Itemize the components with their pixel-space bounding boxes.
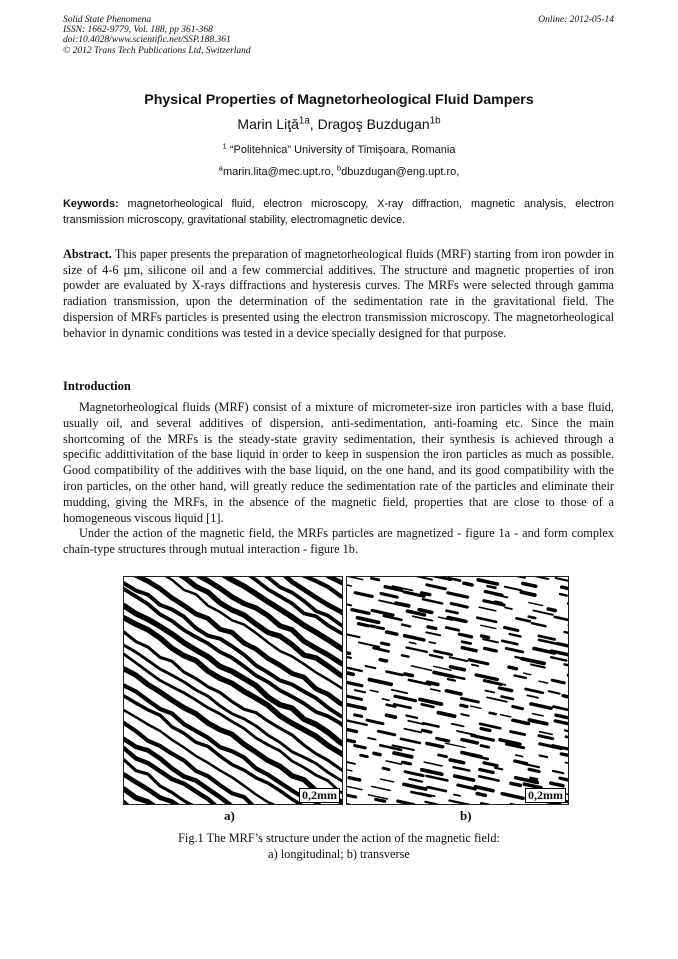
particle-cluster (558, 644, 569, 648)
subfigure-label: a) (224, 808, 235, 823)
particle-cluster (387, 672, 403, 676)
particle-cluster (376, 799, 385, 801)
particle-cluster (370, 680, 392, 685)
particle-cluster (407, 648, 427, 652)
email-superscript: a (218, 163, 223, 173)
particle-cluster (347, 604, 351, 606)
particle-cluster (539, 636, 555, 640)
particle-cluster (383, 768, 389, 769)
particle-cluster (359, 624, 369, 626)
particle-cluster (427, 585, 445, 589)
particle-cluster (401, 739, 420, 743)
particle-cluster (394, 753, 412, 757)
particle-cluster (565, 632, 570, 635)
particle-cluster (555, 721, 569, 726)
abstract-block (63, 247, 614, 341)
particle-cluster (539, 681, 548, 683)
particle-cluster (367, 720, 383, 724)
particle-cluster (462, 740, 477, 743)
particle-cluster (413, 616, 433, 620)
particle-cluster (529, 617, 536, 618)
particle-cluster (347, 667, 362, 671)
particle-cluster (425, 802, 436, 805)
particle-cluster (524, 673, 531, 675)
particle-cluster (471, 706, 481, 708)
particle-cluster (439, 755, 447, 757)
particle-cluster (472, 665, 478, 666)
particle-cluster (347, 739, 354, 742)
particle-cluster (355, 715, 362, 717)
particle-cluster (374, 753, 380, 754)
particle-cluster (529, 769, 539, 771)
particle-cluster (553, 771, 563, 773)
particle-cluster (372, 786, 390, 790)
particle-cluster (387, 632, 397, 634)
particle-cluster (427, 776, 448, 781)
particle-cluster (565, 730, 569, 733)
journal-name: Solid State Phenomena (63, 15, 152, 25)
particle-cluster (516, 755, 523, 757)
particle-cluster (426, 632, 440, 635)
particle-cluster (511, 804, 521, 805)
particle-cluster (454, 767, 470, 770)
micrograph-longitudinal (123, 576, 343, 805)
particle-cluster (445, 743, 465, 747)
particle-cluster (408, 721, 424, 724)
particle-cluster (347, 729, 357, 732)
particle-cluster (347, 704, 365, 709)
particle-cluster (515, 676, 526, 678)
paper-title: Physical Properties of Magnetorheological Fluid Dampers (144, 92, 534, 108)
particle-cluster (566, 737, 569, 742)
particle-cluster (405, 772, 423, 776)
particle-cluster (405, 674, 412, 676)
particle-cluster (355, 746, 366, 748)
particle-cluster (462, 698, 479, 702)
particle-cluster (522, 659, 544, 664)
keywords-block (63, 197, 614, 228)
particle-cluster (461, 705, 467, 706)
particle-cluster (347, 633, 360, 637)
particle-cluster (481, 729, 490, 731)
particle-cluster (517, 618, 530, 621)
particle-cluster (387, 715, 396, 717)
particle-cluster (510, 634, 521, 637)
introduction-body (63, 400, 614, 558)
particle-cluster (437, 738, 449, 741)
particle-cluster (371, 578, 378, 580)
paragraph: Magnetorheological fluids (MRF) consist of a mixture of micrometer-size iron particles with a base fluid, usually oil, and several additives of dispersion, anti-sedimentation, anti-foaming etc. Since the main shortcoming of the MRFs is the steady-state gravity sedimentation, their synthesis is achieved through a specific addittivitation of the base liquid in order to keep in suspension the iron particles as much as possible. Good compatibility of the additives with the base liquid, on the one hand, and its good compatibility with the iron particles, on the other hand, will greatly reduce the sedimentation rate of the particles and eliminate their mudding, giving the MRFs, in the absence of the magnetic field, properties that are close to those of a homogeneous viscous liquid [1]. (63, 400, 614, 525)
affiliation-text: “Politehnica” University of Timişoara, Romania (226, 144, 456, 156)
particle-cluster (513, 720, 529, 724)
particle-cluster (513, 707, 523, 709)
particle-cluster (485, 592, 502, 596)
particle-cluster (450, 657, 467, 661)
particle-cluster (347, 577, 363, 580)
particle-cluster (422, 593, 430, 595)
particle-cluster (483, 639, 498, 642)
particle-cluster (398, 801, 414, 805)
particle-cluster (540, 756, 547, 758)
particle-cluster (485, 691, 494, 693)
particle-cluster (361, 755, 368, 757)
particle-cluster (431, 689, 440, 691)
particle-cluster (430, 655, 442, 658)
keywords-label: Keywords: (63, 198, 119, 210)
particle-cluster (560, 778, 569, 782)
particle-cluster (505, 628, 518, 631)
particle-cluster (386, 761, 401, 764)
particle-cluster (553, 746, 569, 750)
particle-cluster (434, 666, 452, 670)
particle-cluster (500, 688, 512, 691)
particle-cluster (462, 642, 471, 644)
particle-cluster (511, 783, 520, 785)
particle-cluster (405, 729, 422, 733)
particle-cluster (481, 625, 496, 628)
particle-cluster (551, 783, 563, 786)
caption-line: Fig.1 The MRF’s structure under the action of the magnetic field: (178, 831, 500, 845)
particle-cluster (482, 636, 489, 638)
particle-cluster (568, 604, 569, 608)
particle-cluster (476, 787, 494, 791)
particle-cluster (372, 610, 393, 615)
particle-cluster (561, 754, 569, 758)
particle-cluster (462, 648, 476, 651)
micrograph-transverse (346, 576, 569, 805)
particle-cluster (394, 704, 411, 708)
author-line (0, 116, 678, 132)
affiliation (0, 141, 678, 156)
particle-cluster (347, 803, 360, 805)
particle-cluster (347, 721, 366, 725)
particle-cluster (533, 714, 544, 716)
particle-cluster (485, 648, 497, 651)
particle-cluster (435, 651, 452, 655)
particle-cluster (403, 762, 411, 764)
particle-cluster (422, 770, 442, 774)
particle-cluster (509, 667, 517, 669)
particle-cluster (347, 682, 362, 685)
particle-cluster (500, 715, 510, 717)
particle-cluster (548, 609, 555, 611)
particle-cluster (438, 713, 454, 717)
particle-cluster (359, 642, 379, 647)
particle-cluster (480, 770, 494, 773)
particle-cluster (382, 643, 389, 645)
particle-cluster (371, 626, 384, 629)
particle-cluster (529, 720, 546, 724)
figure-1 (123, 576, 569, 805)
particle-cluster (406, 716, 417, 718)
particle-cluster (526, 689, 543, 693)
particle-cluster (396, 603, 409, 606)
particle-cluster (410, 779, 422, 782)
particle-cluster (481, 746, 489, 748)
micrograph-transverse-image (347, 577, 569, 805)
particle-cluster (381, 594, 397, 598)
particle-cluster (514, 577, 524, 578)
particle-cluster (424, 762, 442, 766)
particle-cluster (478, 580, 497, 584)
particle-cluster (482, 804, 496, 805)
particle-cluster (447, 691, 461, 694)
particle-cluster (521, 592, 534, 595)
particle-cluster (402, 655, 409, 656)
particle-cluster (484, 763, 497, 766)
particle-cluster (490, 713, 496, 714)
particle-cluster (469, 660, 488, 664)
particle-cluster (511, 732, 525, 735)
particle-cluster (423, 599, 442, 603)
particle-cluster (347, 656, 351, 658)
caption-line: a) longitudinal; b) transverse (268, 847, 410, 861)
particle-cluster (450, 760, 463, 763)
particle-cluster (423, 730, 431, 732)
abstract-label: Abstract. (63, 247, 112, 261)
email-superscript: b (336, 163, 342, 173)
keywords-text: magnetorheological fluid, electron microscopy, X-ray diffraction, magnetic analysis, electron transmission microscopy, gravitational stability, electromagnetic device. (63, 198, 614, 226)
particle-cluster (554, 707, 568, 710)
particle-cluster (527, 695, 538, 697)
particle-cluster (563, 696, 569, 699)
author-superscript: 1a (298, 115, 310, 127)
particle-cluster (383, 699, 390, 701)
particle-cluster (347, 652, 350, 654)
particle-cluster (532, 623, 545, 626)
email-link[interactable]: dbuzdugan@eng.upt.ro, (341, 166, 460, 178)
particle-cluster (410, 642, 416, 643)
particle-cluster (355, 593, 372, 597)
micrograph-longitudinal-image (124, 577, 343, 805)
particle-cluster (477, 794, 485, 796)
particle-cluster (395, 696, 416, 701)
particle-cluster (476, 675, 497, 680)
particle-cluster (352, 610, 369, 614)
figure-caption (0, 830, 678, 862)
particle-cluster (495, 768, 502, 770)
particle-cluster (347, 795, 356, 797)
particle-cluster (523, 584, 536, 587)
particle-cluster (539, 736, 553, 739)
particle-cluster (488, 586, 496, 588)
paragraph: Under the action of the magnetic field, the MRFs particles are magnetized - figure 1a - and form complex chain-type structures through mutual interaction - figure 1b. (63, 526, 614, 557)
particle-cluster (448, 593, 468, 597)
particle-cluster (502, 641, 517, 644)
particle-cluster (472, 735, 494, 740)
particle-cluster (347, 696, 362, 699)
particle-cluster (459, 634, 471, 637)
particle-cluster (446, 628, 458, 631)
particle-cluster (565, 763, 569, 767)
particle-cluster (551, 657, 566, 660)
copyright-line: © 2012 Trans Tech Publications Ltd, Switzerland (63, 45, 251, 56)
particle-cluster (448, 618, 466, 622)
author-name: Dragoş Buzdugan (317, 116, 430, 132)
particle-cluster (428, 627, 436, 629)
particle-cluster (355, 690, 365, 692)
particle-cluster (562, 587, 569, 592)
scale-bar-label: 0,2mm (525, 788, 566, 803)
particle-cluster (477, 618, 496, 622)
particle-cluster (422, 704, 434, 707)
particle-cluster (381, 779, 394, 782)
particle-cluster (448, 679, 455, 681)
doi-link[interactable]: doi:10.4028/www.scientific.net/SSP.188.361 (63, 35, 231, 46)
email-link[interactable]: marin.lita@mec.upt.ro, (222, 166, 337, 178)
particle-cluster (347, 769, 352, 771)
particle-cluster (370, 690, 378, 692)
particle-cluster (380, 660, 386, 661)
particle-cluster (428, 787, 446, 791)
abstract-text: This paper presents the preparation of magnetorheological fluids (MRF) starting from iron powder in size of 4-6 µm, silicone oil and a few commercial additives. The structure and magnetic properties of iron powder are evaluated by X-rays diffractions and hysteresis curves. The MRFs were selected through gamma radiation transmission, upon the determination of the sedimentation rate in the gravitational field. The dispersion of MRFs particles is presented using the electron transmission microscopy. The magnetorheological behavior in dynamic conditions was tested in a device specially designed for that purpose. (63, 247, 614, 340)
particle-cluster (555, 617, 569, 621)
particle-cluster (529, 603, 543, 606)
particle-cluster (378, 731, 394, 735)
section-heading: Introduction (63, 379, 131, 393)
particle-cluster (560, 594, 567, 596)
journal-header (63, 15, 251, 56)
particle-cluster (451, 604, 467, 608)
particle-cluster (429, 642, 435, 643)
particle-cluster (549, 691, 560, 693)
particle-cluster (411, 666, 431, 671)
particle-cluster (449, 801, 469, 805)
particle-cluster (347, 786, 362, 790)
particle-cluster (565, 664, 570, 667)
author-superscript: 1b (429, 115, 441, 127)
particle-cluster (358, 618, 379, 623)
particle-cluster (461, 714, 469, 716)
particle-cluster (506, 648, 522, 652)
particle-cluster (464, 583, 472, 585)
particle-cluster (552, 680, 564, 683)
particle-cluster (531, 704, 551, 709)
particle-cluster (447, 611, 458, 613)
particle-cluster (502, 697, 514, 700)
author-emails (0, 163, 678, 178)
particle-cluster (552, 651, 569, 656)
particle-cluster (568, 625, 569, 628)
subfigure-label: b) (460, 808, 472, 823)
particle-cluster (428, 682, 438, 684)
particle-cluster (347, 761, 355, 764)
particle-cluster (451, 667, 465, 670)
particle-cluster (452, 724, 464, 727)
particle-cluster (540, 732, 552, 735)
particle-cluster (347, 672, 353, 674)
issn-line: ISSN: 1662-9779, Vol. 188, pp 361-368 (63, 25, 213, 36)
particle-cluster (556, 715, 569, 719)
particle-cluster (392, 690, 408, 693)
particle-cluster (427, 743, 443, 746)
particle-cluster (404, 784, 426, 789)
particle-cluster (374, 648, 389, 651)
particle-cluster (455, 776, 474, 780)
particle-cluster (533, 577, 548, 579)
particle-cluster (349, 778, 360, 780)
particle-cluster (454, 795, 460, 796)
particle-cluster (556, 578, 569, 582)
particle-cluster (479, 607, 496, 611)
particle-cluster (505, 587, 521, 591)
particle-cluster (411, 577, 432, 580)
particle-cluster (402, 625, 410, 627)
particle-cluster (423, 723, 439, 726)
particle-cluster (495, 602, 502, 604)
online-date: Online: 2012-05-14 (538, 15, 614, 25)
author-separator: , (309, 116, 318, 132)
particle-cluster (405, 636, 424, 640)
particle-cluster (458, 785, 475, 789)
particle-cluster (368, 738, 375, 740)
particle-cluster (419, 610, 432, 613)
particle-cluster (502, 794, 523, 799)
scale-bar-label: 0,2mm (299, 788, 340, 803)
particle-cluster (523, 764, 539, 768)
particle-cluster (479, 776, 498, 780)
particle-cluster (347, 584, 351, 586)
affiliation-superscript: 1 (222, 141, 227, 151)
particle-cluster (366, 666, 376, 668)
particle-cluster (531, 778, 537, 779)
particle-cluster (505, 608, 512, 610)
author-name: Marin Liţă (237, 116, 299, 132)
